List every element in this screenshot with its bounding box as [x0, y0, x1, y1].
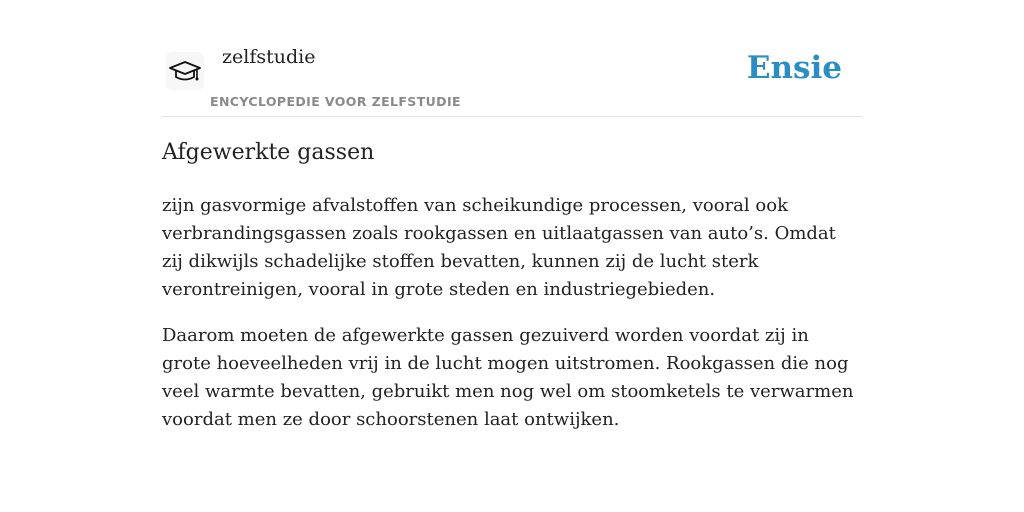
article-title: Afgewerkte gassen — [162, 140, 375, 165]
site-tagline: ENCYCLOPEDIE VOOR ZELFSTUDIE — [210, 94, 461, 109]
graduation-cap-icon[interactable] — [166, 52, 204, 90]
page-container — [162, 0, 862, 430]
site-header — [162, 0, 862, 117]
site-name-link[interactable]: zelfstudie — [222, 46, 316, 68]
article-paragraph: zijn gasvormige afvalstoffen van scheikundige processen, vooral ook verbrandingsgassen zoals rookgassen en uitlaatgassen van auto’s. Omdat zij dikwijls schadelijke stoffen bevatten, kunnen zij de lucht sterk verontreinigen, vooral in grote steden en industriegebieden. — [162, 195, 836, 300]
article-paragraph: Daarom moeten de afgewerkte gassen gezuiverd worden voordat zij in grote hoeveelheden vrij in de lucht mogen uitstromen. Rookgassen die nog veel warmte bevatten, gebruikt men nog wel om stoomketels te verwarmen voordat men ze door schoorstenen laat ontwijken. — [162, 325, 854, 430]
brand-logo-link[interactable]: Ensie — [746, 50, 842, 86]
article-body — [162, 192, 862, 452]
